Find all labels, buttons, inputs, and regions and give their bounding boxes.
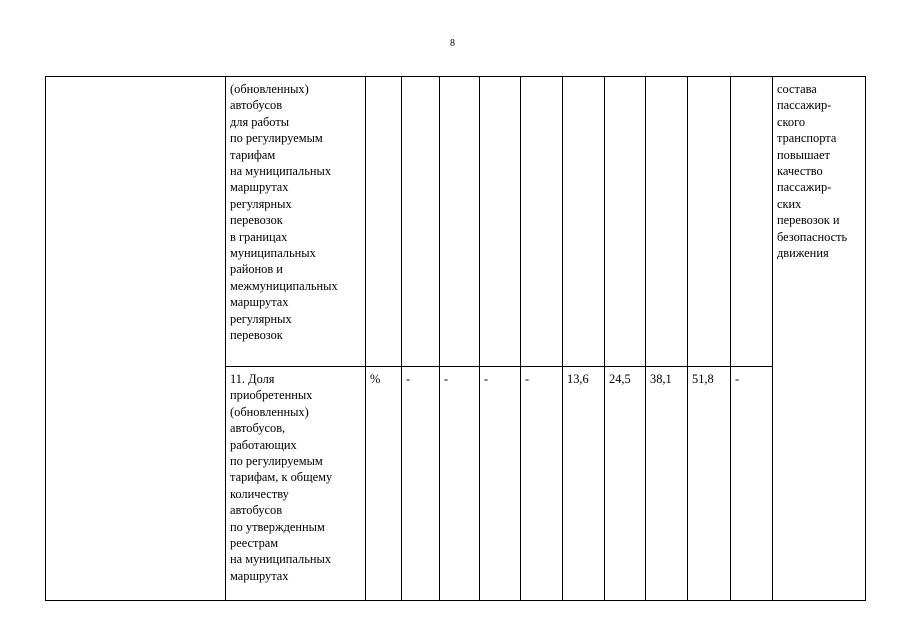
value-cell bbox=[646, 77, 688, 367]
value-cell: 24,5 bbox=[605, 367, 646, 601]
value-cell: 51,8 bbox=[688, 367, 731, 601]
value-cell: - bbox=[402, 367, 440, 601]
value-cell: 13,6 bbox=[563, 367, 605, 601]
value-cell: - bbox=[521, 367, 563, 601]
value-cell bbox=[563, 77, 605, 367]
indicators-table bbox=[45, 76, 866, 601]
value-cell bbox=[480, 77, 521, 367]
program-cell bbox=[46, 77, 226, 601]
page-number: 8 bbox=[450, 38, 455, 49]
unit-cell: % bbox=[366, 367, 402, 601]
unit-cell bbox=[366, 77, 402, 367]
value-cell: 38,1 bbox=[646, 367, 688, 601]
value-cell bbox=[731, 77, 773, 367]
value-cell bbox=[402, 77, 440, 367]
value-cell: - bbox=[440, 367, 480, 601]
indicator-name-cell: (обновленных) автобусов для работы по регулируемым тарифам на муниципальных маршрутах регулярных перевозок в границах муниципальных районов и межмуниципальных маршрутах регулярных перевозок bbox=[226, 77, 366, 367]
table-row bbox=[46, 77, 866, 367]
indicator-name-cell: 11. Доля приобретенных (обновленных) автобусов, работающих по регулируемым тарифам, к общему количеству автобусов по утвержденным реестрам на муниципальных маршрутах bbox=[226, 367, 366, 601]
value-cell: - bbox=[731, 367, 773, 601]
effect-cell: состава пассажир- ского транспорта повышает качество пассажир- ских перевозок и безопасность движения bbox=[773, 77, 866, 601]
value-cell bbox=[440, 77, 480, 367]
value-cell: - bbox=[480, 367, 521, 601]
value-cell bbox=[688, 77, 731, 367]
value-cell bbox=[521, 77, 563, 367]
value-cell bbox=[605, 77, 646, 367]
